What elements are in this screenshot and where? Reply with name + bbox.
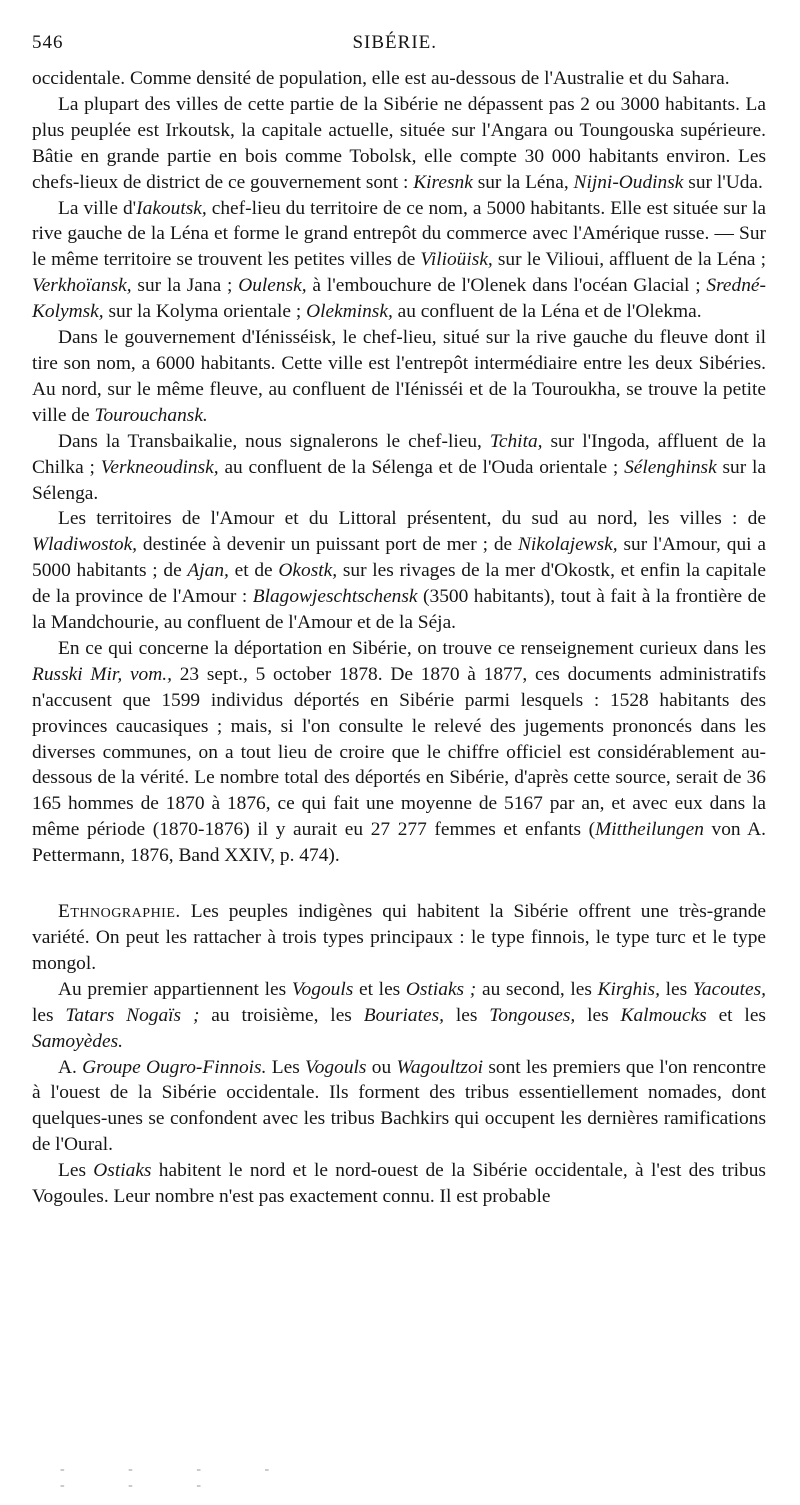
text-run: sur la Kolyma orientale ;: [103, 301, 307, 323]
italic-term: Ajan,: [187, 560, 229, 582]
text-run: sur l'Amour, qui a 5000 habitants ; de: [32, 534, 766, 582]
book-page: [32, 30, 766, 1210]
text-run: Au premier appartiennent les: [58, 978, 292, 1000]
italic-term: Vilioüisk,: [420, 249, 493, 271]
text-run: 23 sept., 5 october 1878. De 1870 à 1877, ces documents administratifs n'accusent que 1599 individus déportés en Sibérie parmi lesquels : 1528 habitants des provinces caucasiques ; mais, si l'on consulte le relevé des jugements prononcés dans les diverses communes, on a tout lieu de croire que le chiffre officiel est considérablement au-dessous de la vérité. Le nombre total des déportés en Sibérie, d'après cette source, serait de 36 165 hommes de 1870 à 1876, ce qui fait une moyenne de 5167 par an, et avec eux dans la même période (1870-1876) il y aurait eu 27 277 femmes et enfants (: [32, 663, 766, 841]
text-run: sur l'Ingoda, affluent de la Chilka ;: [32, 430, 767, 478]
text-run: sur la Léna,: [472, 171, 574, 193]
text-run: sur les rivages de la mer d'Okostk, et enfin la capitale de la province de l'Amour :: [32, 560, 766, 608]
italic-term: Verkhoïansk,: [32, 275, 132, 297]
page-header: [32, 30, 766, 60]
text-run: et les: [353, 978, 406, 1000]
text-run: au confluent de la Sélenga et de l'Ouda orientale ;: [218, 456, 625, 478]
italic-term: Kirghis,: [597, 978, 660, 1000]
text-run: La plupart des villes de cette partie de la Sibérie ne dépassent pas 2 ou 3000 habitants. La plus peuplée est Irkoutsk, la capitale actuelle, située sur l'Angara ou Toungouska supérieure. Bâtie en grande partie en bois comme Tobolsk, elle compte 30 000 habitants environ. Les chefs-lieux de district de ce gouvernement sont :: [32, 93, 766, 193]
italic-term: Sredné-Kolymsk,: [32, 275, 766, 323]
italic-term: Sélenghinsk: [624, 456, 717, 478]
text-run: les: [575, 1004, 621, 1026]
italic-term: Nijni-Oudinsk: [573, 171, 684, 193]
italic-term: Oulensk,: [238, 275, 307, 297]
paragraph: [32, 1158, 766, 1210]
italic-term: Tatars Nogaïs ;: [65, 1004, 200, 1026]
paragraph: [32, 66, 766, 92]
text-run: les: [443, 1004, 490, 1026]
text-run: les: [32, 1004, 66, 1026]
paragraph: [32, 506, 766, 636]
paragraph: [32, 1055, 766, 1159]
italic-term: Mittheilungen: [595, 819, 704, 841]
paragraph: [32, 429, 766, 507]
italic-term: Blagowjeschtschensk: [252, 586, 418, 608]
text-run: habitent le nord et le nord-ouest de la Sibérie occidentale, à l'est des tribus Vogoules. Leur nombre n'est pas exactement connu. Il est probable: [32, 1160, 766, 1208]
text-run: destinée à devenir un puissant port de mer ; de: [137, 534, 518, 556]
italic-term: Bouriates,: [363, 1004, 444, 1026]
paragraph: [32, 196, 766, 326]
text-run: La ville d': [58, 197, 137, 219]
text-run: ou: [366, 1056, 397, 1078]
text-run: au troisième, les: [199, 1004, 364, 1026]
paragraph: [32, 92, 766, 196]
text-run: à l'embouchure de l'Olenek dans l'océan Glacial ;: [306, 275, 707, 297]
italic-term: Okostk,: [278, 560, 338, 582]
italic-term: Tourouchansk.: [94, 404, 208, 426]
italic-term: Ostiaks: [93, 1160, 152, 1182]
body-text: [32, 66, 766, 1210]
section-heading: Ethnographie.: [58, 901, 181, 923]
text-run: au confluent de la Léna et de l'Olekma.: [392, 301, 702, 323]
text-run: Les: [58, 1160, 94, 1182]
text-run: les: [659, 978, 693, 1000]
text-run: Les peuples indigènes qui habitent la Sibérie offrent une très-grande variété. On peut les rattacher à trois types principaux : le type finnois, le type turc et le type mongol.: [32, 901, 766, 974]
paragraph: [32, 977, 766, 1055]
italic-term: Kalmoucks: [620, 1004, 707, 1026]
section-paragraph: [32, 899, 766, 977]
page-number: 546: [32, 32, 64, 53]
italic-term: Yacoutes,: [692, 978, 766, 1000]
text-run: Dans la Transbaikalie, nous signalerons le chef-lieu,: [58, 430, 490, 452]
text-run: von A. Pettermann, 1876, Band XXIV, p. 474).: [32, 819, 767, 867]
text-run: chef-lieu du territoire de ce nom, a 5000 habitants. Elle est située sur la rive gauche de la Léna et forme le grand entrepôt du commerce avec l'Amérique russe. — Sur le même territoire se trouvent les petites villes de: [32, 197, 766, 271]
italic-term: Tongouses,: [489, 1004, 576, 1026]
italic-term: Olekminsk,: [306, 301, 393, 323]
italic-term: Russki Mir, vom.,: [32, 663, 172, 685]
text-run: et les: [706, 1004, 766, 1026]
text-run: Dans le gouvernement d'Iénisséisk, le chef-lieu, situé sur la rive gauche du fleuve dont il tire son nom, a 6000 habitants. Cette ville est l'entrepôt intermédiaire entre les deux Sibéries. Au nord, sur le même fleuve, au confluent de l'Iénisséi et de la Touroukha, se trouve la petite ville de: [32, 327, 766, 426]
text-run: sont les premiers que l'on rencontre à l'ouest de la Sibérie occidentale. Ils forment des tribus essentiellement nomades, dont quelques-unes se confondent avec les tribus Bachkirs qui occupent les dernières ramifications de l'Oural.: [32, 1056, 766, 1156]
paragraph: [32, 636, 766, 869]
paragraph: [32, 325, 766, 429]
text-run: En ce qui concerne la déportation en Sibérie, on trouve ce renseignement curieux dans les: [58, 637, 766, 659]
text-run: sur la Sélenga.: [32, 456, 766, 504]
text-run: sur l'Uda.: [683, 171, 763, 193]
text-run: (3500 habitants), tout à fait à la frontière de la Mandchourie, au confluent de l'Amour et de la Séja.: [32, 586, 766, 634]
italic-term: Iakoutsk,: [136, 197, 207, 219]
text-run: occidentale. Comme densité de population, elle est au-dessous de l'Australie et du Sahara.: [32, 68, 730, 89]
italic-term: Wagoultzoi: [396, 1056, 484, 1078]
text-run: Les territoires de l'Amour et du Littoral présentent, du sud au nord, les villes : de: [58, 508, 766, 530]
text-run: au second, les: [476, 978, 598, 1000]
italic-term: Kiresnk: [413, 171, 473, 193]
italic-term: Groupe Ougro-Finnois.: [82, 1056, 267, 1078]
running-title: SIBÉRIE.: [352, 32, 438, 53]
italic-term: Vogouls: [305, 1056, 367, 1078]
text-run: A.: [58, 1056, 83, 1078]
italic-term: Ostiaks ;: [405, 978, 477, 1000]
text-run: sur le Vilioui, affluent de la Léna ;: [492, 249, 766, 271]
italic-term: Vogouls: [291, 978, 354, 1000]
text-run: et de: [228, 560, 279, 582]
italic-term: Samoyèdes.: [32, 1030, 123, 1052]
italic-term: Nikolajewsk,: [517, 534, 618, 556]
text-run: Les: [266, 1056, 306, 1078]
italic-term: Verkneoudinsk,: [100, 456, 219, 478]
italic-term: Tchita,: [489, 430, 543, 452]
text-run: sur la Jana ;: [131, 275, 239, 297]
italic-term: Wladiwostok,: [32, 534, 138, 556]
